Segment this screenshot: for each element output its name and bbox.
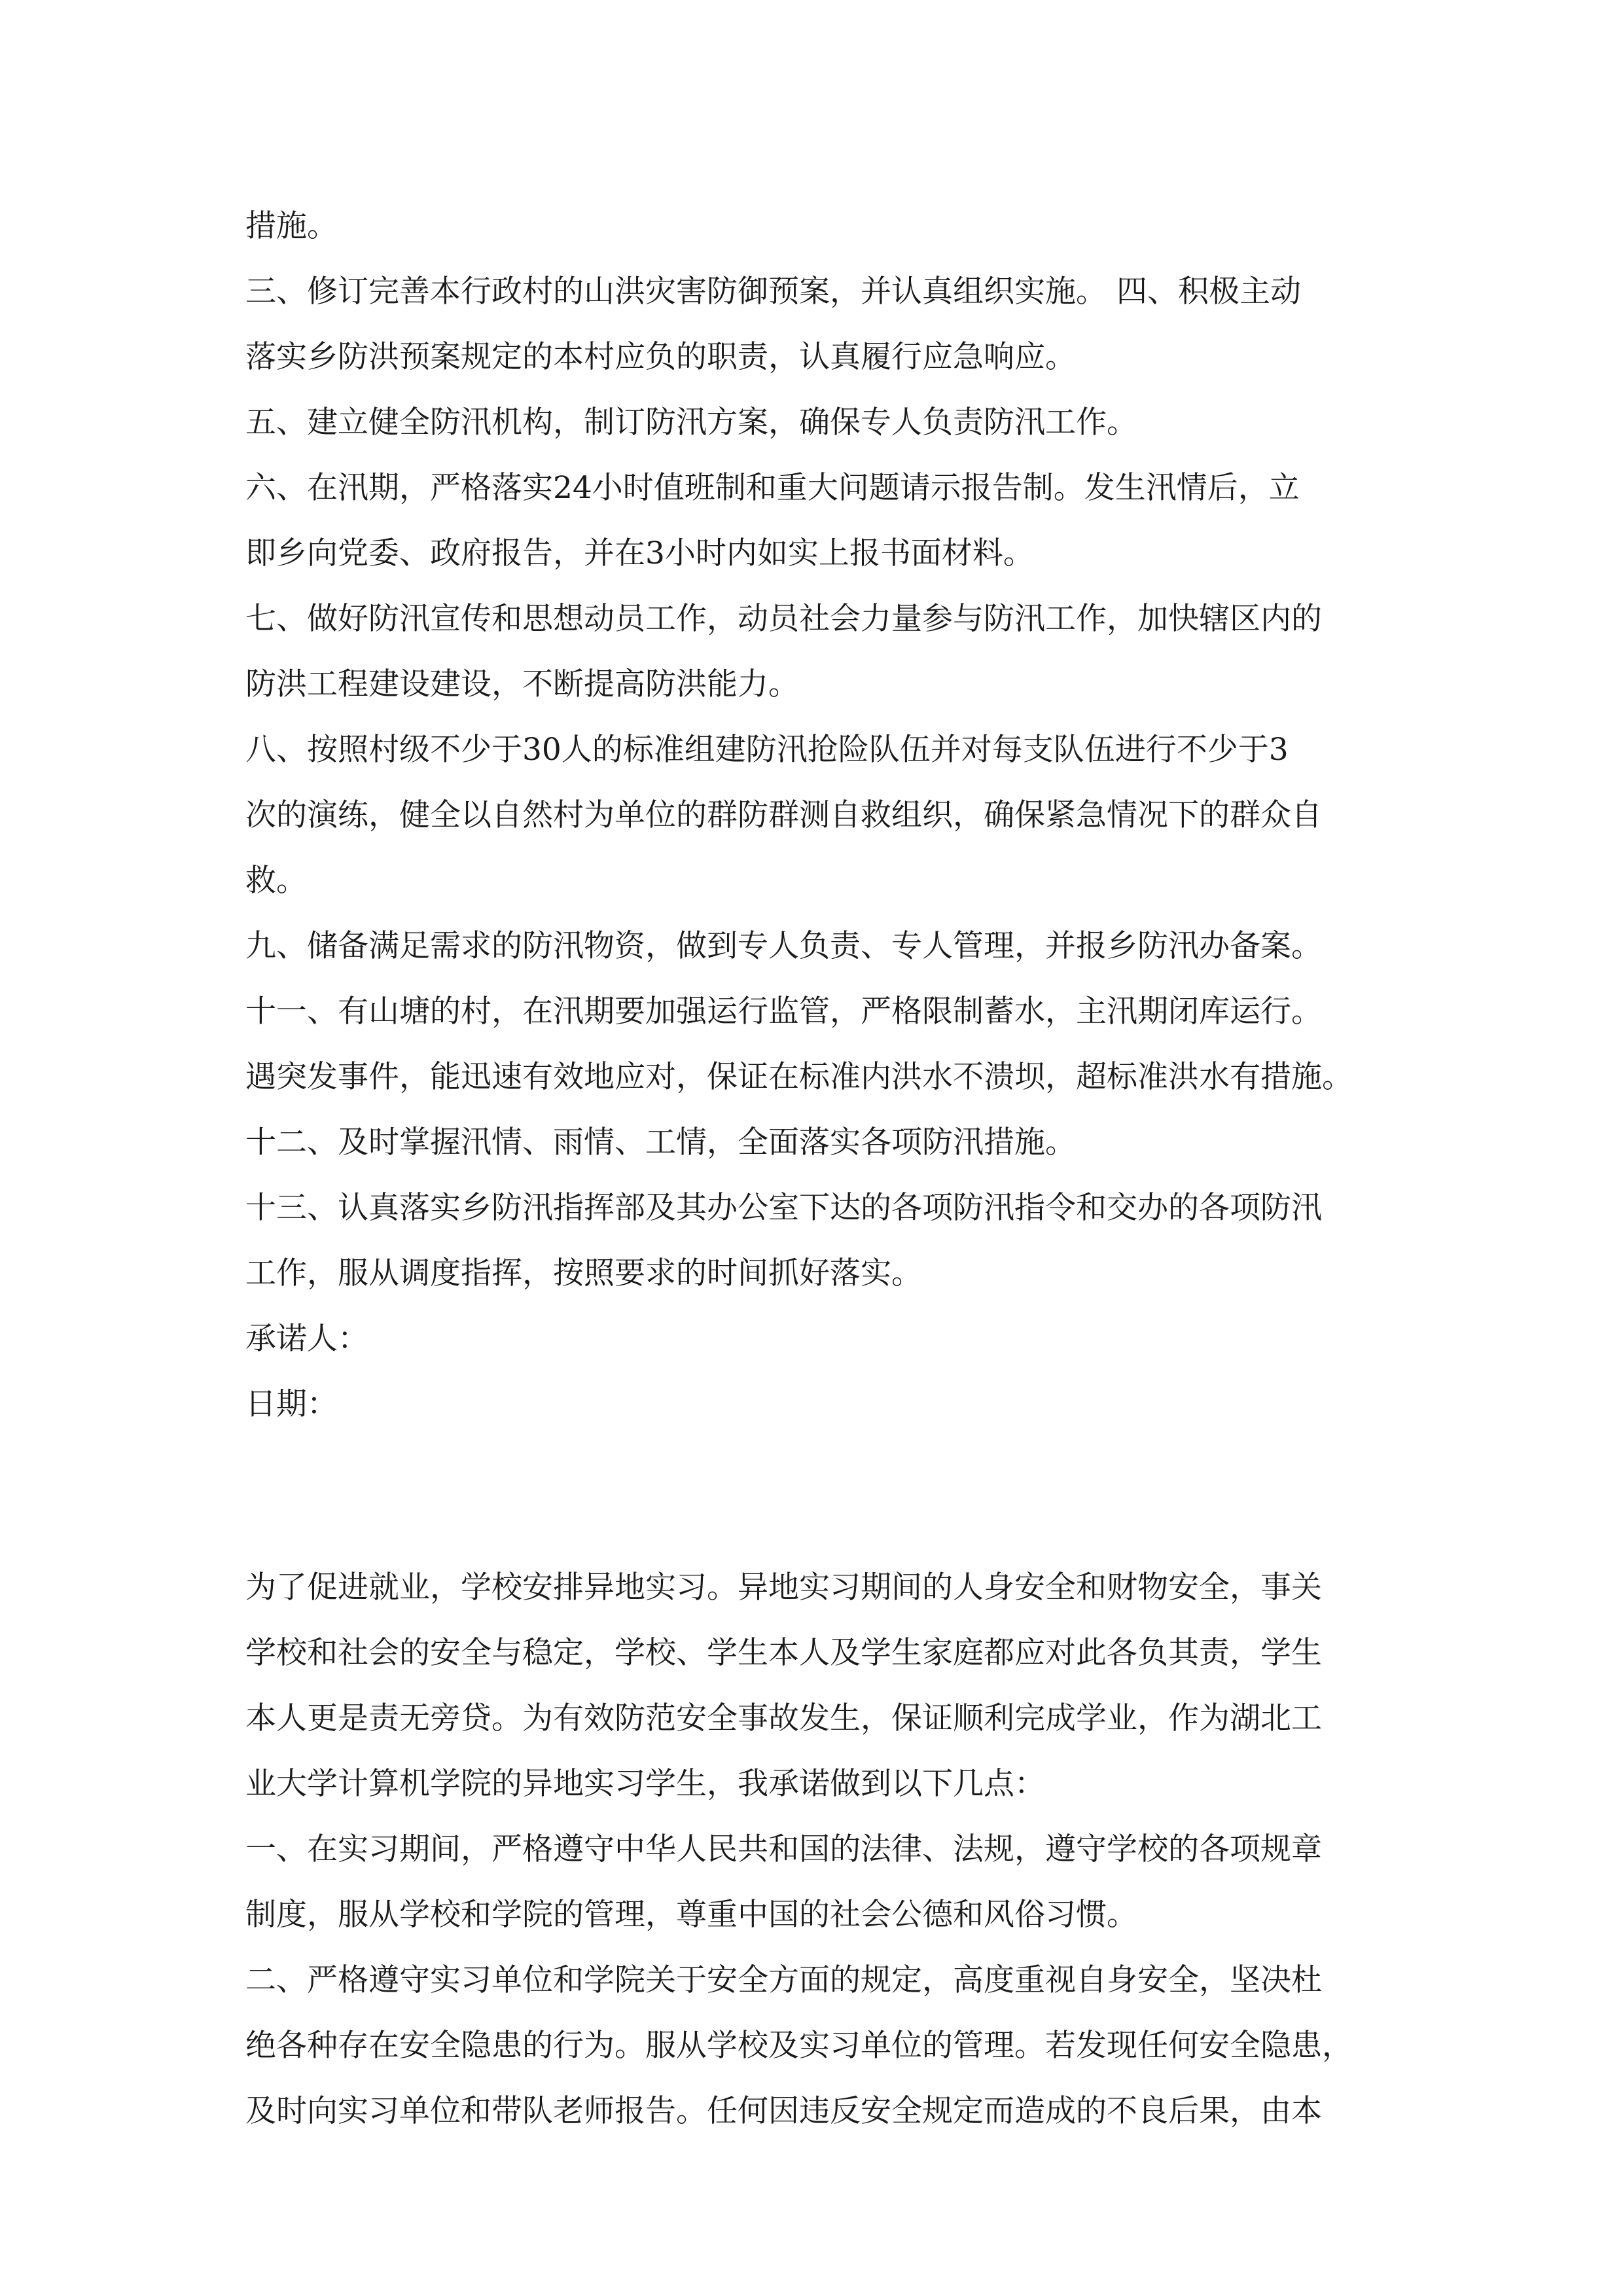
date-label: 日期： bbox=[245, 1386, 338, 1422]
signatory-label: 承诺人： bbox=[245, 1321, 368, 1357]
text-line: 工作，服从调度指挥，按照要求的时间抓好落实。 bbox=[245, 1255, 922, 1291]
text-line: 五、建立健全防汛机构，制订防汛方案，确保专人负责防汛工作。 bbox=[245, 404, 1137, 440]
text-line: 本人更是责无旁贷。为有效防范安全事故发生，保证顺利完成学业，作为湖北工 bbox=[245, 1700, 1322, 1736]
text-line: 十二、及时掌握汛情、雨情、工情，全面落实各项防汛措施。 bbox=[245, 1124, 1076, 1160]
text-line: 二、严格遵守实习单位和学院关于安全方面的规定，高度重视自身安全，坚决杜 bbox=[245, 1962, 1322, 1998]
text-line: 学校和社会的安全与稳定，学校、学生本人及学生家庭都应对此各负其责，学生 bbox=[245, 1635, 1322, 1671]
text-line: 十三、认真落实乡防汛指挥部及其办公室下达的各项防汛指令和交办的各项防汛 bbox=[245, 1190, 1322, 1226]
text-line: 七、做好防汛宣传和思想动员工作，动员社会力量参与防汛工作，加快辖区内的 bbox=[245, 601, 1322, 637]
text-line: 三、修订完善本行政村的山洪灾害防御预案，并认真组织实施。 四、积极主动 bbox=[245, 274, 1301, 310]
text-line: 八、按照村级不少于30人的标准组建防汛抢险队伍并对每支队伍进行不少于3 bbox=[245, 732, 1289, 768]
text-line: 绝各种存在安全隐患的行为。服从学校及实习单位的管理。若发现任何安全隐患， bbox=[245, 2028, 1353, 2064]
text-line: 制度，服从学校和学院的管理，尊重中国的社会公德和风俗习惯。 bbox=[245, 1897, 1137, 1933]
text-line: 业大学计算机学院的异地实习学生，我承诺做到以下几点： bbox=[245, 1766, 1045, 1802]
text-line: 防洪工程建设建设，不断提高防洪能力。 bbox=[245, 666, 799, 702]
text-line: 落实乡防洪预案规定的本村应负的职责，认真履行应急响应。 bbox=[245, 339, 1076, 375]
text-line: 救。 bbox=[245, 863, 307, 899]
text-line: 措施。 bbox=[245, 208, 338, 244]
text-line: 及时向实习单位和带队老师报告。任何因违反安全规定而造成的不良后果，由本 bbox=[245, 2093, 1322, 2129]
text-line: 即乡向党委、政府报告，并在3小时内如实上报书面材料。 bbox=[245, 535, 1034, 571]
text-line: 遇突发事件，能迅速有效地应对，保证在标准内洪水不溃坝，超标准洪水有措施。 bbox=[245, 1059, 1353, 1095]
text-line: 十一、有山塘的村，在汛期要加强运行监管，严格限制蓄水，主汛期闭库运行。 bbox=[245, 994, 1322, 1030]
text-line: 九、储备满足需求的防汛物资，做到专人负责、专人管理，并报乡防汛办备案。 bbox=[245, 928, 1322, 964]
text-line: 为了促进就业，学校安排异地实习。异地实习期间的人身安全和财物安全，事关 bbox=[245, 1570, 1322, 1605]
text-line: 六、在汛期，严格落实24小时值班制和重大问题请示报告制。发生汛情后，立 bbox=[245, 470, 1300, 506]
text-line: 一、在实习期间，严格遵守中华人民共和国的法律、法规，遵守学校的各项规章 bbox=[245, 1831, 1322, 1867]
text-line: 次的演练，健全以自然村为单位的群防群测自救组织，确保紧急情况下的群众自 bbox=[245, 797, 1322, 833]
